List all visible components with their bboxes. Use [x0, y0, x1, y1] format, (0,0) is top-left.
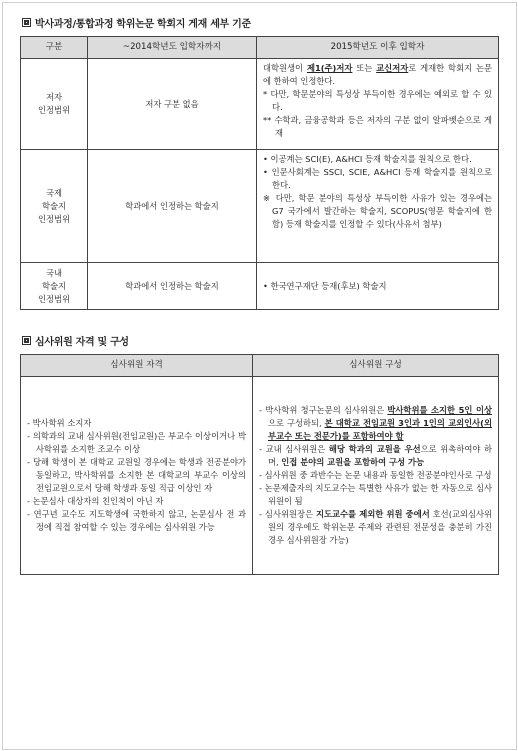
comp-item: - 논문제출자의 지도교수는 특별한 사유가 없는 한 자동으로 심사위원이 됨	[259, 483, 492, 506]
header-from-2015: 2015학년도 이후 입학자	[257, 37, 499, 59]
comp-item: - 교내 심사위원은 해당 학과의 교원을 우선으로 위촉하여야 하며, 인접 분야의 교원을 포함하여 구성 가능	[259, 444, 492, 467]
qualification-cell	[21, 377, 253, 575]
qual-item: - 박사학위 소지자	[27, 418, 92, 428]
bullet-3: ※ 다만, 학문 분야의 특성상 부득이한 사유가 있는 경우에는 G7 국가에서 발간하는 학술지, SCOPUS(영문 학술지에 한함) 등재 학술지를 인정할 수 있다(사유서 첨부)	[263, 193, 492, 229]
qual-item: - 논문심사 대상자의 친인척이 아닌 자	[27, 496, 164, 506]
comp-item: - 박사학위 청구논문의 심사위원은 박사학위를 소지한 5인 이상으로 구성하되, 본 대학교 전임교원 3인과 1인의 교외인사(외부교수 또는 전문가)를 포함하여야 함	[259, 405, 492, 441]
comp-item: - 심사위원장은 지도교수를 제외한 위원 중에서 호선(교외심사위원의 경우에도 학위논문 주제와 관련된 전문성을 충분히 가진 경우 심사위원장 가능)	[259, 509, 493, 545]
section1-heading	[22, 15, 251, 30]
label-line: 인정범위	[37, 293, 71, 304]
note-1: * 다만, 학문분야의 특성상 부득이한 경우에는 예외로 할 수 있다.	[263, 89, 492, 112]
row-label	[21, 150, 88, 263]
square-bullet-icon	[22, 18, 31, 27]
label-line: 인정범위	[37, 213, 71, 224]
table-row	[21, 59, 499, 150]
header-composition: 심사위원 구성	[253, 355, 499, 377]
header-category: 구분	[21, 37, 88, 59]
header-qualification: 심사위원 자격	[21, 355, 253, 377]
square-bullet-icon	[22, 336, 31, 345]
comp-item: - 심사위원 중 과반수는 논문 내용과 동일한 전공분야인사로 구성	[259, 470, 492, 480]
cell-new	[257, 150, 499, 263]
table-row	[21, 263, 499, 310]
label-line: 인정범위	[37, 105, 71, 115]
table-row	[21, 377, 499, 575]
section2-title: 심사위원 자격 및 구성	[35, 337, 129, 348]
table-header-row	[21, 37, 499, 59]
row-label	[21, 59, 88, 150]
cell-old: 학과에서 인정하는 학술지	[88, 150, 257, 263]
label-line: 국내	[45, 267, 63, 278]
label-line: 학술지	[41, 280, 67, 291]
cell-new: • 한국연구재단 등재(후보) 학술지	[257, 263, 499, 310]
label-line: 학술지	[41, 200, 67, 211]
cell-old: 학과에서 인정하는 학술지	[88, 263, 257, 310]
composition-cell	[253, 377, 499, 575]
qual-item: - 당해 학생이 본 대학교 교원일 경우에는 학생과 전공분야가 동일하고, 박사학위를 소지한 본 대학교의 부교수 이상의 전임교원으로서 당해 학생과 동일 직급 이상인 자	[27, 457, 246, 493]
table-header-row	[21, 355, 499, 377]
qual-item: - 연구년 교수도 지도학생에 국한하지 않고, 논문심사 전 과정에 직접 참여할 수 있는 경우에는 심사위원 가능	[27, 509, 246, 532]
label-line: 저자	[45, 92, 63, 102]
section1-title: 박사과정/통합과정 학위논문 학회지 게재 세부 기준	[35, 19, 251, 30]
header-until-2014: ~2014학년도 입학자까지	[88, 37, 257, 59]
label-line: 국제	[45, 187, 63, 198]
note-2: ** 수학과, 금융공학과 등은 저자의 구분 없이 알파벳순으로 게재	[263, 115, 492, 138]
section2-heading	[22, 333, 129, 348]
bullet-2: • 인문사회계는 SSCI, SCIE, A&HCI 등재 학술지를 원칙으로 한다.	[263, 167, 492, 190]
cell-new	[257, 59, 499, 150]
committee-table	[20, 354, 499, 575]
qual-item: - 의학과의 교내 심사위원(전임교원)은 부교수 이상이거나 박사학위를 소지한 조교수 이상	[27, 431, 246, 454]
journal-criteria-table	[20, 36, 499, 310]
row-label	[21, 263, 88, 310]
author-rule: 대학원생이 제1(주)저자 또는 교신저자로 게재한 학회지 논문에 한하여 인정한다.	[263, 63, 492, 86]
cell-old: 저자 구분 없음	[88, 59, 257, 150]
table-row	[21, 150, 499, 263]
bullet-1: • 이공계는 SCI(E), A&HCI 등재 학술지를 원칙으로 한다.	[263, 154, 472, 164]
